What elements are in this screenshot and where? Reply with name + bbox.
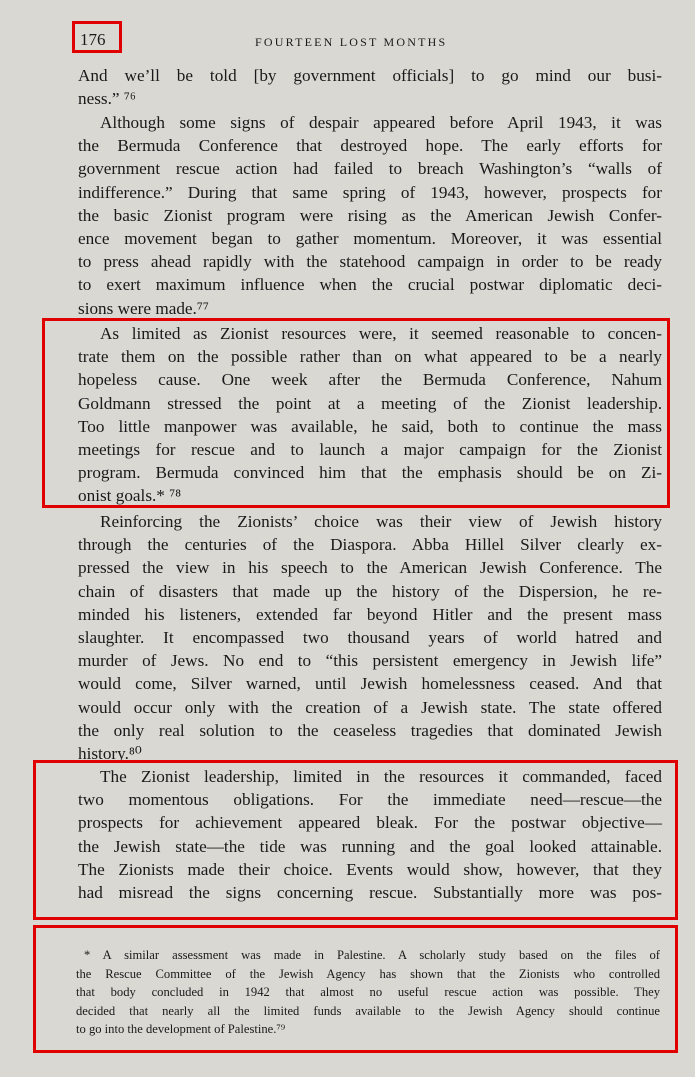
text-line: onist goals.* ⁷⁸ (78, 486, 182, 506)
text-line: Too little manpower was available, he said, both to continue the mass (78, 416, 662, 436)
text-line: the Jewish state—the tide was running and the goal looked attainable. (78, 836, 662, 856)
text-line: sions were made.⁷⁷ (78, 298, 209, 318)
text-line: history.⁸⁰ (78, 744, 142, 764)
paragraph-continuation (78, 64, 662, 110)
footnote-line: that body concluded in 1942 that almost no useful rescue action was possible. They (76, 985, 660, 999)
footnote-line: * A similar assessment was made in Palestine. A scholarly study based on the files of (84, 948, 660, 962)
text-line: ence movement began to gather momentum. Moreover, it was essential (78, 229, 662, 249)
text-line: Goldmann stressed the point at a meeting of the Zionist leadership. (78, 393, 662, 413)
paragraph-bermuda (78, 111, 662, 320)
page-number: 176 (80, 30, 106, 49)
text-line: pressed the view in his speech to the American Jewish Conference. The (78, 558, 662, 578)
paragraph-silver (78, 510, 662, 765)
text-line: through the centuries of the Diaspora. Abba Hillel Silver clearly ex- (78, 535, 662, 555)
text-line: indifference.” During that same spring of 1943, however, prospects for (78, 182, 662, 202)
text-line: meetings for rescue and to launch a major campaign for the Zionist (78, 440, 662, 460)
footnote-line: decided that nearly all the limited funds available to the Jewish Agency should continue (76, 1003, 660, 1018)
text-line: The Zionist leadership, limited in the resources it commanded, faced (100, 767, 662, 786)
footnote-line: the Rescue Committee of the Jewish Agency has shown that the Zionists who controlled (76, 966, 660, 981)
text-line: ness.” ⁷⁶ (78, 89, 136, 109)
text-line: would occur only with the creation of a Jewish state. The state offered (78, 697, 662, 717)
footnote-line: to go into the development of Palestine.⁷⁹ (76, 1022, 286, 1036)
text-line: As limited as Zionist resources were, it seemed reasonable to concen- (100, 324, 662, 343)
highlight-box-goldmann-paragraph (42, 318, 670, 508)
text-line: the Bermuda Conference that destroyed hope. The early efforts for (78, 136, 662, 156)
highlight-box-page-number (72, 21, 122, 53)
text-line: prospects for achievement appeared bleak. For the postwar objective— (78, 813, 662, 833)
text-line: had misread the signs concerning rescue. Substantially more was pos- (78, 883, 662, 903)
text-line: hopeless cause. One week after the Bermuda Conference, Nahum (78, 370, 662, 390)
text-line: the only real solution to the ceaseless tragedies that dominated Jewish (78, 720, 662, 740)
text-line: government rescue action had failed to breach Washington’s “walls of (78, 159, 662, 179)
text-line: the basic Zionist program were rising as the American Jewish Confer- (78, 205, 662, 225)
text-line: The Zionists made their choice. Events would show, however, that they (78, 859, 662, 879)
text-line: chain of disasters that made up the history of the Dispersion, he re- (78, 581, 662, 601)
page-header (80, 30, 660, 54)
highlight-box-leadership-paragraph (33, 760, 678, 920)
text-line: And we’ll be told [by government officials] to go mind our busi- (78, 66, 662, 85)
text-line: to exert maximum influence when the crucial postwar diplomatic deci- (78, 275, 662, 295)
running-head: FOURTEEN LOST MONTHS (255, 35, 448, 49)
text-line: would come, Silver warned, until Jewish homelessness ceased. And that (78, 674, 662, 694)
text-line: minded his listeners, extended far beyond Hitler and the present mass (78, 604, 662, 624)
text-line: Reinforcing the Zionists’ choice was their view of Jewish history (100, 512, 662, 531)
text-line: Although some signs of despair appeared before April 1943, it was (100, 113, 662, 132)
text-line: program. Bermuda convinced him that the emphasis should be on Zi- (78, 463, 662, 483)
text-line: two momentous obligations. For the immediate need—rescue—the (78, 790, 662, 810)
text-line: to press ahead rapidly with the statehood campaign in order to be ready (78, 252, 662, 272)
text-line: trate them on the possible rather than on what appeared to be a nearly (78, 347, 662, 367)
highlight-box-footnote (33, 925, 678, 1053)
text-line: slaughter. It encompassed two thousand years of world hatred and (78, 628, 662, 648)
text-line: murder of Jews. No end to “this persistent emergency in Jewish life” (78, 651, 662, 671)
